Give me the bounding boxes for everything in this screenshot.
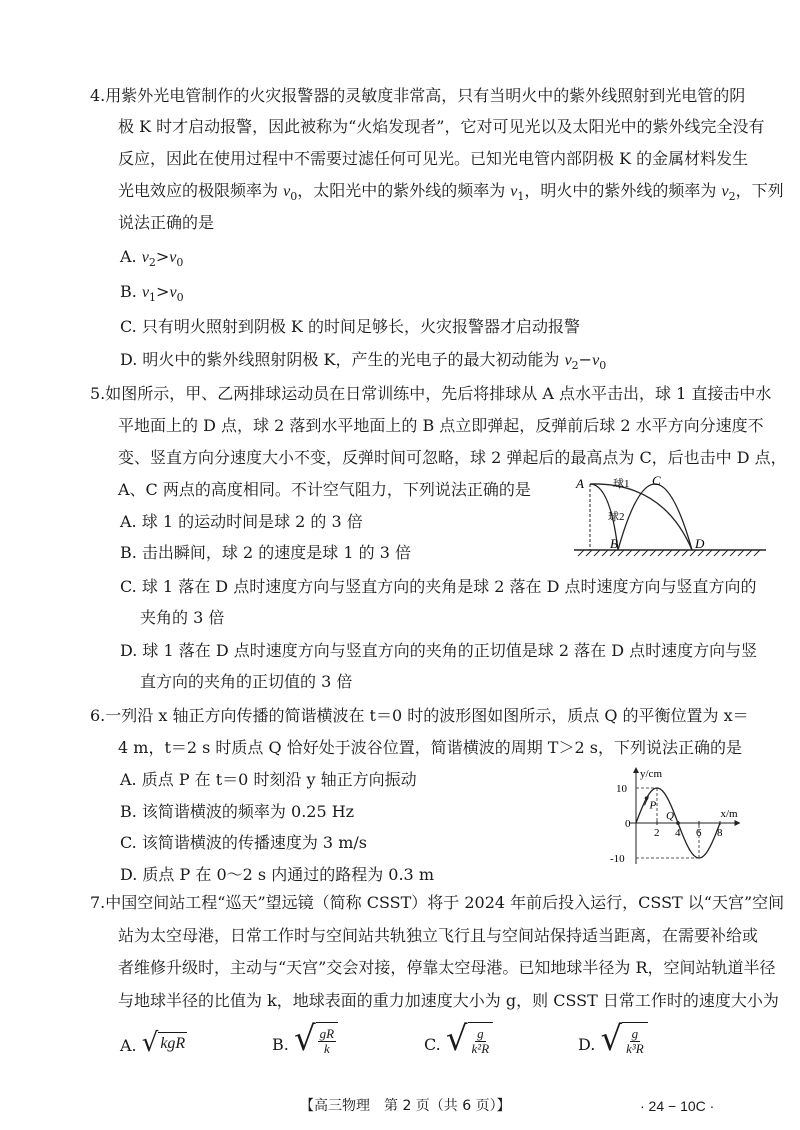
x-axis-arrow (735, 820, 741, 826)
q5-option-c-cont: 夹角的 3 倍 (140, 608, 225, 627)
q6-option-a[interactable]: A. 质点 P 在 t＝0 时刻沿 y 轴正方向振动 (120, 770, 417, 789)
q6-line-1: 6.一列沿 x 轴正方向传播的简谐横波在 t＝0 时的波形图如图所示，质点 Q 的平衡位置为 x＝ (90, 706, 749, 725)
q5-trajectory-figure (568, 470, 768, 565)
q5-option-b[interactable]: B. 击出瞬间，球 2 的速度是球 1 的 3 倍 (120, 543, 411, 562)
q5-number: 5. (90, 384, 106, 403)
q6-line-2: 4 m，t＝2 s 时质点 Q 恰好处于波谷位置，简谐横波的周期 T＞2 s，下列说法正确的是 (118, 738, 742, 757)
q6-option-b[interactable]: B. 该简谐横波的频率为 0.25 Hz (120, 802, 355, 821)
x-tick-label: 4 (675, 827, 681, 839)
y-axis-arrow (633, 767, 639, 773)
ball2-trajectory-2 (618, 484, 692, 550)
q4-option-a[interactable]: A. $\nu_2>\nu_0$ (120, 247, 184, 270)
q5-line-4: A、C 两点的高度相同。不计空气阻力，下列说法正确的是 (118, 480, 531, 499)
q7-option-c[interactable]: C. √ $\frac{g}{\text{k²R}}$ (424, 1022, 493, 1056)
ball2-label: 球2 (608, 511, 625, 523)
q6-number: 6. (90, 706, 106, 725)
q4-option-b[interactable]: B. $\nu_1>\nu_0$ (120, 282, 184, 305)
x-tick-label: 8 (717, 827, 723, 839)
sqrt-expression: √ kgR (141, 1028, 186, 1058)
q7-line-2: 站为太空母港，日常工作时与空间站共轨独立飞行且与空间站保持适当距离，在需要补给或 (118, 926, 759, 945)
point-b-label: B (610, 536, 618, 551)
sqrt-expression: √ $\frac{gR}{k}$ (294, 1022, 338, 1056)
q7-option-a[interactable]: A. √ kgR (120, 1028, 186, 1058)
x-axis-label: x/m (720, 808, 738, 820)
y-tick-label: 10 (616, 783, 627, 795)
y-axis-label: y/cm (640, 768, 662, 780)
q6-option-d[interactable]: D. 质点 P 在 0～2 s 内通过的路程为 0.3 m (120, 865, 434, 884)
q4-number: 4. (90, 86, 106, 105)
q5-line-3: 变、竖直方向分速度大小不变，反弹时间可忽略，球 2 弹起后的最高点为 C，后也击中 D 点， (118, 448, 787, 467)
q7-option-d[interactable]: D. √ $\frac{g}{\text{k³R}}$ (578, 1022, 648, 1056)
q7-line-4: 与地球半径的比值为 k，地球表面的重力加速度大小为 g，则 CSST 日常工作时的速度大小为 (118, 991, 779, 1010)
sqrt-expression: √ $\frac{g}{\text{k²R}}$ (446, 1022, 493, 1056)
q5-line-1: 5.如图所示，甲、乙两排球运动员在日常训练中，先后将排球从 A 点水平击出，球 1 直接击中水 (90, 384, 772, 403)
x-tick-label: 2 (654, 827, 660, 839)
q4-line-1: 4.用紫外光电管制作的火灾报警器的灵敏度非常高，只有当明火中的紫外线照射到光电管的阴 (90, 86, 746, 105)
y-tick-label: -10 (610, 853, 625, 865)
q5-option-a[interactable]: A. 球 1 的运动时间是球 2 的 3 倍 (120, 512, 363, 531)
q5-line-2: 平地面上的 D 点，球 2 落到水平地面上的 B 点立即弹起，反弹前后球 2 水平方向分速度不 (118, 416, 764, 435)
q7-line-3: 者维修升级时，主动与“天宫”交会对接，停靠太空母港。已知地球半径为 R，空间站轨道半径 (118, 958, 776, 977)
q6-option-c[interactable]: C. 该简谐横波的传播速度为 3 m/s (120, 833, 367, 852)
q4-option-c[interactable]: C. 只有明火照射到阴极 K 的时间足够长，火灾报警器才启动报警 (120, 317, 580, 336)
footer-page-info: 【高三物理 第 2 页（共 6 页）】 (300, 1098, 511, 1114)
footer-code: · 24 − 10C · (640, 1098, 715, 1114)
point-c-label: C (652, 473, 661, 488)
x-tick-label: 6 (696, 827, 702, 839)
q7-line-1: 7.中国空间站工程“巡天”望远镜（简称 CSST）将于 2024 年前后投入运行，CSST 以“天宫”空间 (90, 893, 785, 912)
q7-number: 7. (90, 893, 106, 912)
q4-line-4: 光电效应的极限频率为 $\nu_0$，太阳光中的紫外线的频率为 $\nu_1$，明火中的紫外线的频率为 $\nu_2$，下列 (118, 181, 784, 204)
q4-option-d[interactable]: D. 明火中的紫外线照射阴极 K，产生的光电子的最大初动能为 $\nu_2-\nu_0$ (120, 350, 607, 373)
ball1-label: 球1 (613, 478, 630, 490)
q5-option-d[interactable]: D. 球 1 落在 D 点时速度方向与竖直方向的夹角的正切值是球 2 落在 D 点时速度方向与竖 (120, 641, 758, 660)
point-p-label: P (649, 799, 657, 812)
q4-line-2: 极 K 时才启动报警，因此被称为“火焰发现者”，它对可见光以及太阳光中的紫外线完全没有 (118, 117, 765, 136)
q7-option-b[interactable]: B. √ $\frac{gR}{k}$ (272, 1022, 338, 1056)
q4-line-3: 反应，因此在使用过程中不需要过滤任何可见光。已知光电管内部阴极 K 的金属材料发生 (118, 149, 749, 168)
q6-wave-chart (600, 766, 770, 881)
ground-hatch (578, 550, 760, 556)
y-tick-label: 0 (625, 818, 631, 830)
q5-option-c[interactable]: C. 球 1 落在 D 点时速度方向与竖直方向的夹角是球 2 落在 D 点时速度方向与竖直方向的 (120, 577, 757, 596)
point-q-marker (676, 821, 680, 825)
point-d-label: D (695, 536, 705, 551)
point-q-label: Q (666, 810, 674, 822)
sqrt-expression: √ $\frac{g}{\text{k³R}}$ (600, 1022, 647, 1056)
q5-option-d-cont: 直方向的夹角的正切值的 3 倍 (140, 672, 353, 691)
q4-line-5: 说法正确的是 (118, 213, 215, 232)
point-a-label: A (576, 476, 584, 491)
